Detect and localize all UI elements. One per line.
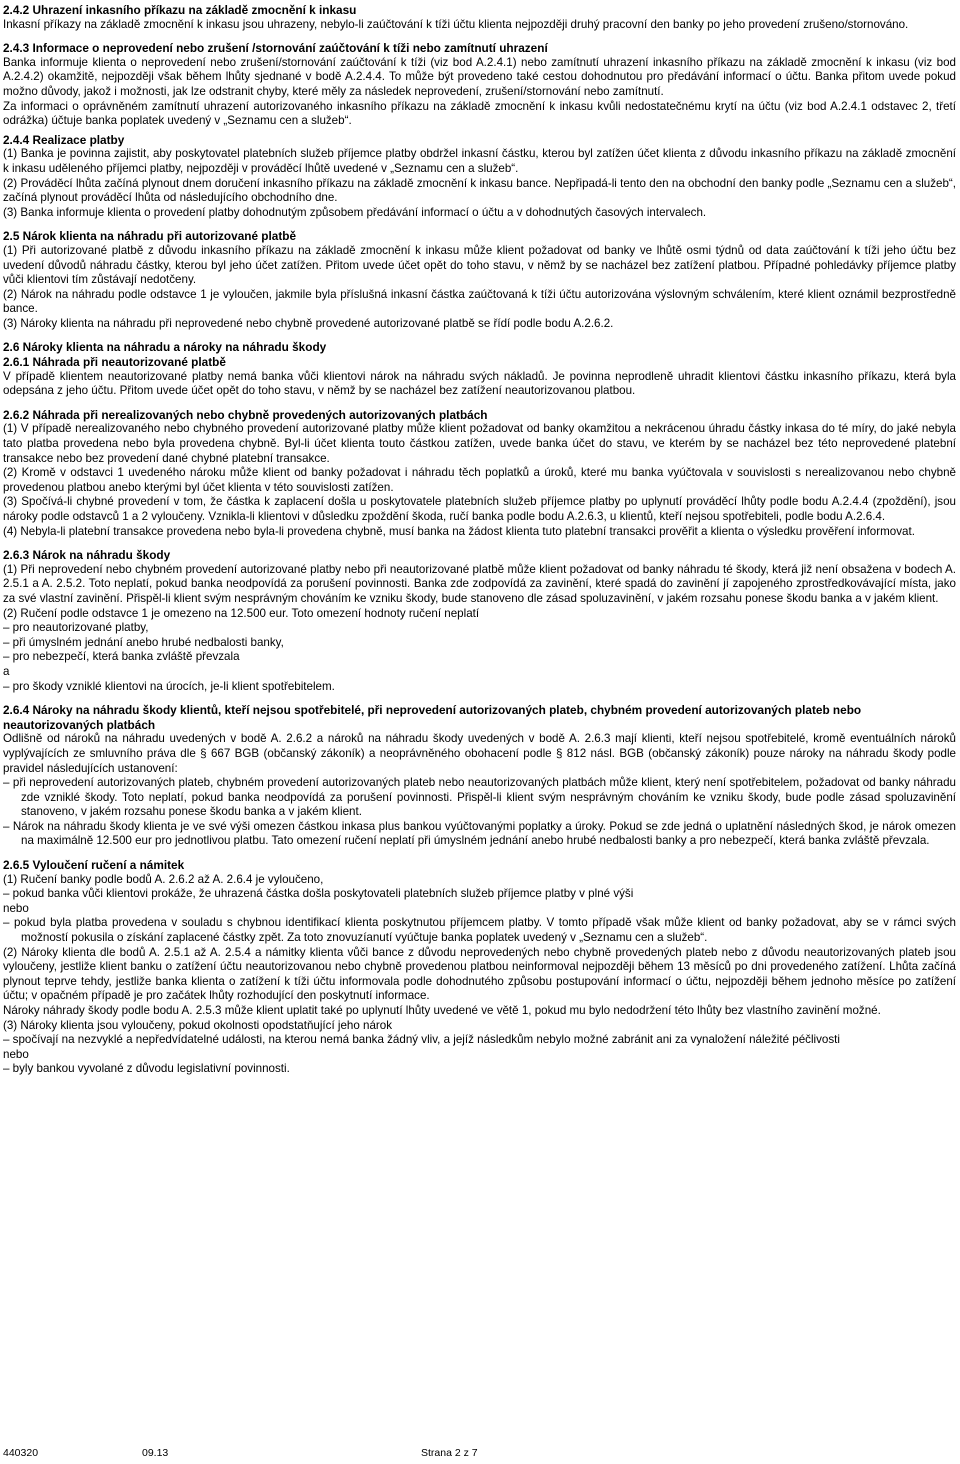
paragraph: V případě klientem neautorizované platby nemá banka vůči klientovi nárok na náhradu svých nákladů. Je povinna neprodleně uhradit klientovi částku inkasního příkazu, která byla odepsána z jeho účtu. Přitom uvede účet opět do toho stavu, v němž by se nacházel bez zatížení neautorizovanou platbou. <box>3 369 956 398</box>
section-heading: 2.4.3 Informace o neprovedení nebo zrušení /stornování zaúčtování k tíži nebo zamítnutí uhrazení <box>3 41 548 56</box>
paragraph: a <box>3 664 10 678</box>
dash-list-item: – byly bankou vyvolané z důvodu legislativní povinnosti. <box>3 1062 290 1076</box>
page-number: Strana 2 z 7 <box>421 1447 478 1459</box>
paragraph: – pro nebezpečí, která banka zvláště převzala <box>3 650 240 664</box>
paragraph: (2) Kromě v odstavci 1 uvedeného nároku může klient od banky požadovat i náhradu těch poplatků a úroků, které mu banka vyúčtovala v souvislosti s nerealizovanou nebo chybně provedenou platbou anebo kterými byl účet klienta v této souvislosti zatížen. <box>3 466 956 494</box>
paragraph: (2) Prováděcí lhůta začíná plynout dnem doručení inkasního příkazu na základě zmocnění k inkasu bance. Nepřipadá-li tento den na obchodní den banky podle „Seznamu cen a služeb“, začíná plynout prováděcí lhůta od následujícího obchodního dne. <box>3 176 956 205</box>
paragraph: (2) Nároky klienta dle bodů A. 2.5.1 až A. 2.5.4 a námitky klienta vůči bance z důvodu neprovedených nebo chybně provedených plateb nebo z důvodu neautorizovaných plateb jsou vyloučeny, jestliže klient banku o zatížení účtu neautorizovanou nebo chybně provedenou platbou neinformoval nejpozději během 13 měsíců po dni provedeného zatížení. Lhůta začíná plynout teprve tehdy, jestliže banka klienta o zatížení k tíži účtu informovala podle dohodnutého způsobu postupování informací o účtu, nejpozději během jednoho měsíce po zatížení účtu; v opačném případě je pro začátek lhůty rozhodující den poskytnutí informace. <box>3 945 956 1003</box>
paragraph: nebo <box>3 901 29 915</box>
paragraph: Odlišně od nároků na náhradu uvedených v bodě A. 2.6.2 a nároků na náhradu škody uvedených v bodě A. 2.6.3 mají klienti, kteří nejsou spotřebitelé, kromě eventuálních nároků vyplývajících ze smluvního práva dle § 667 BGB (občanský zákoník) a neoprávněného obohacení podle § 812 násl. BGB (občanský zákoník) pouze nároky na náhradu škody podle pravidel následujících ustanovení: <box>3 732 956 775</box>
section-heading: 2.6.2 Náhrada při nerealizovaných nebo chybně provedených autorizovaných platbách <box>3 407 488 422</box>
paragraph: Inkasní příkazy na základě zmocnění k inkasu jsou uhrazeny, nebylo-li zaúčtování k tíži účtu klienta nejpozději druhý pracovní den banky po jeho provedení zrušeno/stornováno. <box>3 17 909 31</box>
dash-list-item: – pokud byla platba provedena v souladu s chybnou identifikací klienta poskytnutou příjemcem platby. V tomto případě však může klient od banky požadovat, aby se v rámci svých možností pokusila o získání zaplacené částky zpět. Za toto znovuzíanutí vyúčtuje banka poplatek uvedený v „Seznamu cen a služeb“. <box>3 916 956 945</box>
section-heading: 2.4.4 Realizace platby <box>3 132 125 147</box>
section-heading: 2.6.5 Vyloučení ručení a námitek <box>3 858 185 873</box>
paragraph: Banka informuje klienta o neprovedení nebo zrušení/stornování zaúčtování k tíži (viz bod A.2.4.1) nebo zamítnutí uhrazení inkasního příkazu na základě zmocnění k inkasu (viz bod A.2.4.2) okamžitě, nejpozději však během lhůty sjednané v bodě A.2.4.4. To může být provedeno také cestou dohodnutou pro předávání informací o účtu. Banka přitom uvede pokud možno důvody, jakož i možnosti, jak lze odstranit chyby, které měly za následek neprovedení, zrušení/stornování nebo zamítnutí. <box>3 55 956 98</box>
section-heading: 2.6.4 Nároky na náhradu škody klientů, kteří nejsou spotřebitelé, při neprovedení autorizovaných plateb, chybném provedení autorizovaných plateb nebo neautorizovaných platbách <box>3 703 862 732</box>
paragraph: (1) Při neprovedení nebo chybném provedení autorizované platby nebo při neautorizované platbě může klient požadovat od banky náhradu té škody, která již není obsažena v bodech A. 2.5.1 a A. 2.5.2. Toto neplatí, pokud banka neodpovídá za porušení povinnosti. Banka zde zodpovídá za zavinění, které spadá do zavinění jí zapojeného zprostředkovávající místa, jako za své vlastní zavinění. Přispěl-li klient svým nesprávným chováním ke vzniku škody, bude stanoveno dle zásad spoluzavinění, v jakém rozsahu ponese škodu banka a v jakém klient. <box>3 562 956 605</box>
paragraph: (3) Spočívá-li chybné provedení v tom, že částka k zaplacení došla u poskytovatele platebních služeb příjemce platby po uplynutí prováděcí lhůty podle bodu A.2.4.4 (zpoždění), jsou nároky podle odstavců 1 a 2 vyloučeny. Vznikla-li klientovi v důsledku zpoždění škoda, ručí banka podle bodu A.2.6.3, u klientů, kteří nejsou spotřebiteli, podle bodu A.2.6.4. <box>3 495 956 523</box>
section-heading: 2.6.3 Nárok na náhradu škody <box>3 548 171 563</box>
form-code: 440320 <box>3 1447 39 1459</box>
paragraph: nebo <box>3 1047 29 1061</box>
paragraph: (1) Ručení banky podle bodů A. 2.6.2 až A. 2.6.4 je vyloučeno, <box>3 872 324 886</box>
form-version: 09.13 <box>142 1447 169 1459</box>
section-heading: 2.5 Nárok klienta na náhradu při autorizované platbě <box>3 229 297 244</box>
dash-list-item: – pokud banka vůči klientovi prokáže, že uhrazená částka došla poskytovateli platebních služeb příjemce platby v plné výši <box>3 887 634 901</box>
paragraph: – pro neautorizované platby, <box>3 621 149 635</box>
paragraph: – při úmyslném jednání anebo hrubé nedbalosti banky, <box>3 635 284 649</box>
paragraph: (3) Banka informuje klienta o provedení platby dohodnutým způsobem předávání informací o účtu a v dohodnutých časových intervalech. <box>3 205 707 219</box>
section-heading: 2.6.1 Náhrada při neautorizované platbě <box>3 355 226 370</box>
paragraph: (1) Banka je povinna zajistit, aby poskytovatel platebních služeb příjemce platby obdržel inkasní částku, kterou byl zatížen účet klienta z důvodu inkasního příkazu na základě zmocnění k inkasu uděleného příjemci platby, nejpozději v prováděcí lhůtě uvedené v „Seznamu cen a služeb“. <box>3 147 956 175</box>
paragraph: (2) Ručení podle odstavce 1 je omezeno na 12.500 eur. Toto omezení hodnoty ručení neplatí <box>3 606 480 620</box>
paragraph: (1) V případě nerealizovaného nebo chybného provedení autorizované platby může klient požadovat od banky okamžitou a nekrácenou úhradu částky inkasa do té míry, do jaké nebyla tato platba provedena nebo byla provedena chybně. Byl-li účet klienta touto částkou zatížen, uvede banka účet do stavu, ve kterém by se nacházel bez této neprovedené platební transakce nebo bez provedení dané chybné platební transakce. <box>3 422 956 465</box>
paragraph: (1) Při autorizované platbě z důvodu inkasního příkazu na základě zmocnění k inkasu může klient požadovat od banky ve lhůtě osmi týdnů od data zaúčtování k tíži jeho účtu bez uvedení důvodů náhradu částky, kterou byl jeho účet zatížen. Přitom uvede účet opět do toho stavu, v němž by se nacházel bez zatížení platbou. Případné pohledávky příjemce platby vůči klientovi tím zůstávají nedotčeny. <box>3 243 956 287</box>
dash-list-item: – Nárok na náhradu škody klienta je ve své výši omezen částkou inkasa plus bankou vyúčtovanými poplatky a úroky. Pokud se zde jedná o uplatnění následných škod, je nárok omezen na maximálně 12.500 eur pro jednotlivou platbu. Tato omezení ručení neplatí při úmyslném jednání anebo hrubé nedbalosti banky a pro nebezpečí, která banka zvláště převzala. <box>3 819 956 848</box>
paragraph: Nároky náhrady škody podle bodu A. 2.5.3 může klient uplatit také po uplynutí lhůty uvedené ve větě 1, pokud mu bylo nedodržení této lhůty bez vlastního zavinění možné. <box>3 1004 881 1017</box>
paragraph: (3) Nároky klienta na náhradu při neprovedené nebo chybně provedené autorizované platbě se řídí podle bodu A.2.6.2. <box>3 316 614 330</box>
dash-list-item: – při neprovedení autorizovaných plateb, chybném provedení autorizovaných plateb nebo neautorizovaných platbách může klient, který není spotřebitelem, požadovat od banky náhradu zde vzniklé škody. Toto neplatí, pokud banka neodpovídá za porušení povinnosti. Přispěl-li klient svým nesprávným chováním ke vzniku škody, bude podle zásad spoluzavinění stanoveno, v jakém rozsahu ponese škodu banka a v jakém klient. <box>3 776 956 819</box>
page-footer <box>3 1446 956 1460</box>
dash-list-item: – spočívají na nezvyklé a nepředvídatelné události, na kterou nemá banka žádný vliv, a jejíž následkům nebylo možné zabránit ani za vynaložení náležité péčlivosti <box>3 1033 840 1047</box>
paragraph: Za informaci o oprávněném zamítnutí uhrazení autorizovaného inkasního příkazu na základě zmocnění k inkasu kvůli nedostatečnému krytí na účtu (viz bod A.2.4.1 odstavec 2, třetí odrážka) účtuje banka poplatek uvedený v „Seznamu cen a služeb“. <box>3 99 956 128</box>
paragraph: (3) Nároky klienta jsou vyloučeny, pokud okolnosti opodstatňující jeho nárok <box>3 1018 393 1032</box>
section-heading: 2.6 Nároky klienta na náhradu a nároky na náhradu škody <box>3 340 327 355</box>
paragraph: (4) Nebyla-li platební transakce provedena nebo byla-li provedena chybně, musí banka na žádost klienta tuto platební transakci prověřit a klienta o výsledku prověření informovat. <box>3 524 915 538</box>
paragraph: – pro škody vzniklé klientovi na úrocích, je-li klient spotřebitelem. <box>3 679 335 693</box>
section-heading: 2.4.2 Uhrazení inkasního příkazu na základě zmocnění k inkasu <box>3 3 357 17</box>
paragraph: (2) Nárok na náhradu podle odstavce 1 je vyloučen, jakmile byla příslušná inkasní částka zaúčtovaná k tíži účtu autorizována výslovným schválením, které klient oznámil bezprostředně bance. <box>3 287 956 316</box>
document-body <box>3 3 956 1077</box>
